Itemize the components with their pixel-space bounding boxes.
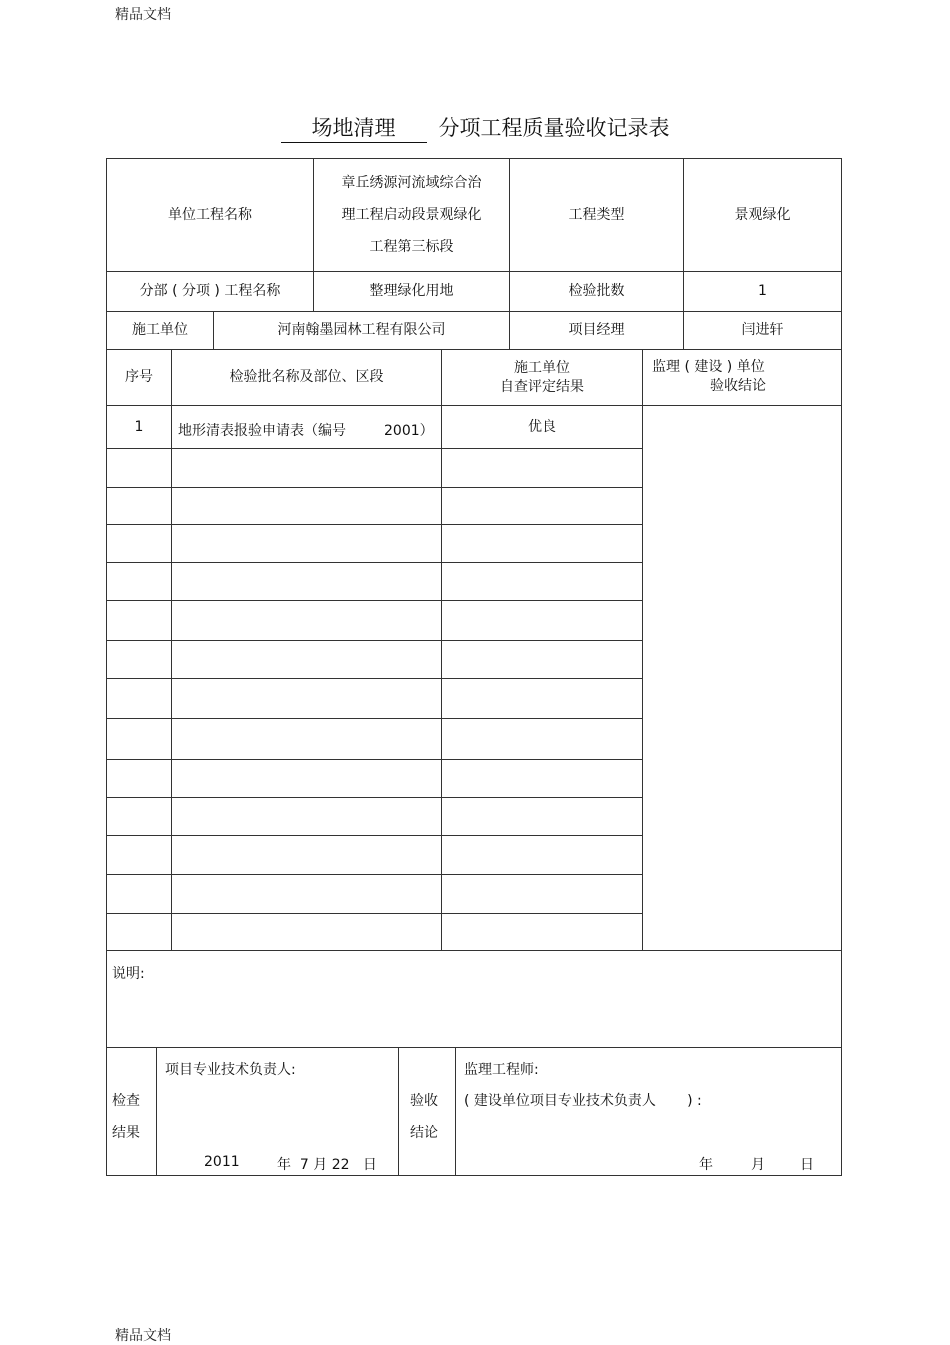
row-1-no: 1	[134, 418, 144, 435]
unit-project-value-line-1: 章丘绣源河流域综合治	[341, 175, 482, 191]
title-fill-value: 场地清理	[281, 112, 427, 143]
accept-date-year: 年	[699, 1157, 713, 1173]
col-header-no: 序号	[125, 369, 153, 386]
title-text: 分项工程质量验收记录表	[438, 116, 670, 140]
tech-leader-label: 项目专业技术负责人:	[165, 1062, 296, 1078]
row-1-result: 优良	[528, 418, 556, 435]
check-label-line-1: 检查	[112, 1093, 140, 1109]
project-type-value: 景观绿化	[734, 206, 791, 223]
batch-count-label: 检验批数	[568, 283, 625, 300]
contractor-label: 施工单位	[132, 322, 188, 339]
col-header-self-check-line-1: 施工单位	[514, 359, 570, 376]
row-1-name: 地形清表报验申请表（编号	[178, 423, 346, 439]
unit-project-value-line-3: 工程第三标段	[369, 239, 454, 255]
col-header-supervision-line-2: 验收结论	[710, 378, 766, 394]
col-header-self-check	[442, 350, 642, 405]
unit-project-label: 单位工程名称	[168, 206, 252, 223]
batch-count-value: 1	[758, 283, 767, 300]
note-label: 说明:	[112, 966, 145, 982]
watermark-bottom: 精品文档	[115, 1328, 171, 1344]
accept-label-line-1: 验收	[410, 1093, 438, 1109]
manager-label: 项目经理	[568, 322, 625, 339]
accept-date-day: 日	[800, 1157, 814, 1173]
col-header-supervision-line-1: 监理 ( 建设 ) 单位	[652, 359, 765, 375]
contractor-value: 河南翰墨园林工程有限公司	[277, 322, 446, 339]
subproject-value: 整理绿化用地	[369, 283, 454, 300]
subproject-label: 分部 ( 分项 ) 工程名称	[139, 283, 281, 300]
check-label-line-2: 结果	[112, 1125, 140, 1141]
col-header-batch-name: 检验批名称及部位、区段	[229, 369, 384, 386]
manager-value: 闫进轩	[741, 322, 784, 339]
accept-date-month: 月	[751, 1157, 765, 1173]
form-title	[0, 112, 950, 143]
col-header-self-check-line-2: 自查评定结果	[500, 378, 584, 395]
unit-project-value	[314, 159, 509, 271]
check-date-year: 2011	[204, 1154, 240, 1170]
supervisor-label: 监理工程师:	[464, 1062, 539, 1078]
owner-label: ( 建设单位项目专业技术负责人 ) :	[464, 1093, 702, 1109]
unit-project-value-line-2: 理工程启动段景观绿化	[341, 207, 482, 223]
project-type-label: 工程类型	[568, 206, 625, 223]
row-1-code: 2001）	[384, 423, 434, 439]
check-date-rest: 年 7 月 22 日	[277, 1157, 377, 1173]
accept-label-line-2: 结论	[410, 1125, 438, 1141]
watermark-top: 精品文档	[115, 7, 171, 23]
